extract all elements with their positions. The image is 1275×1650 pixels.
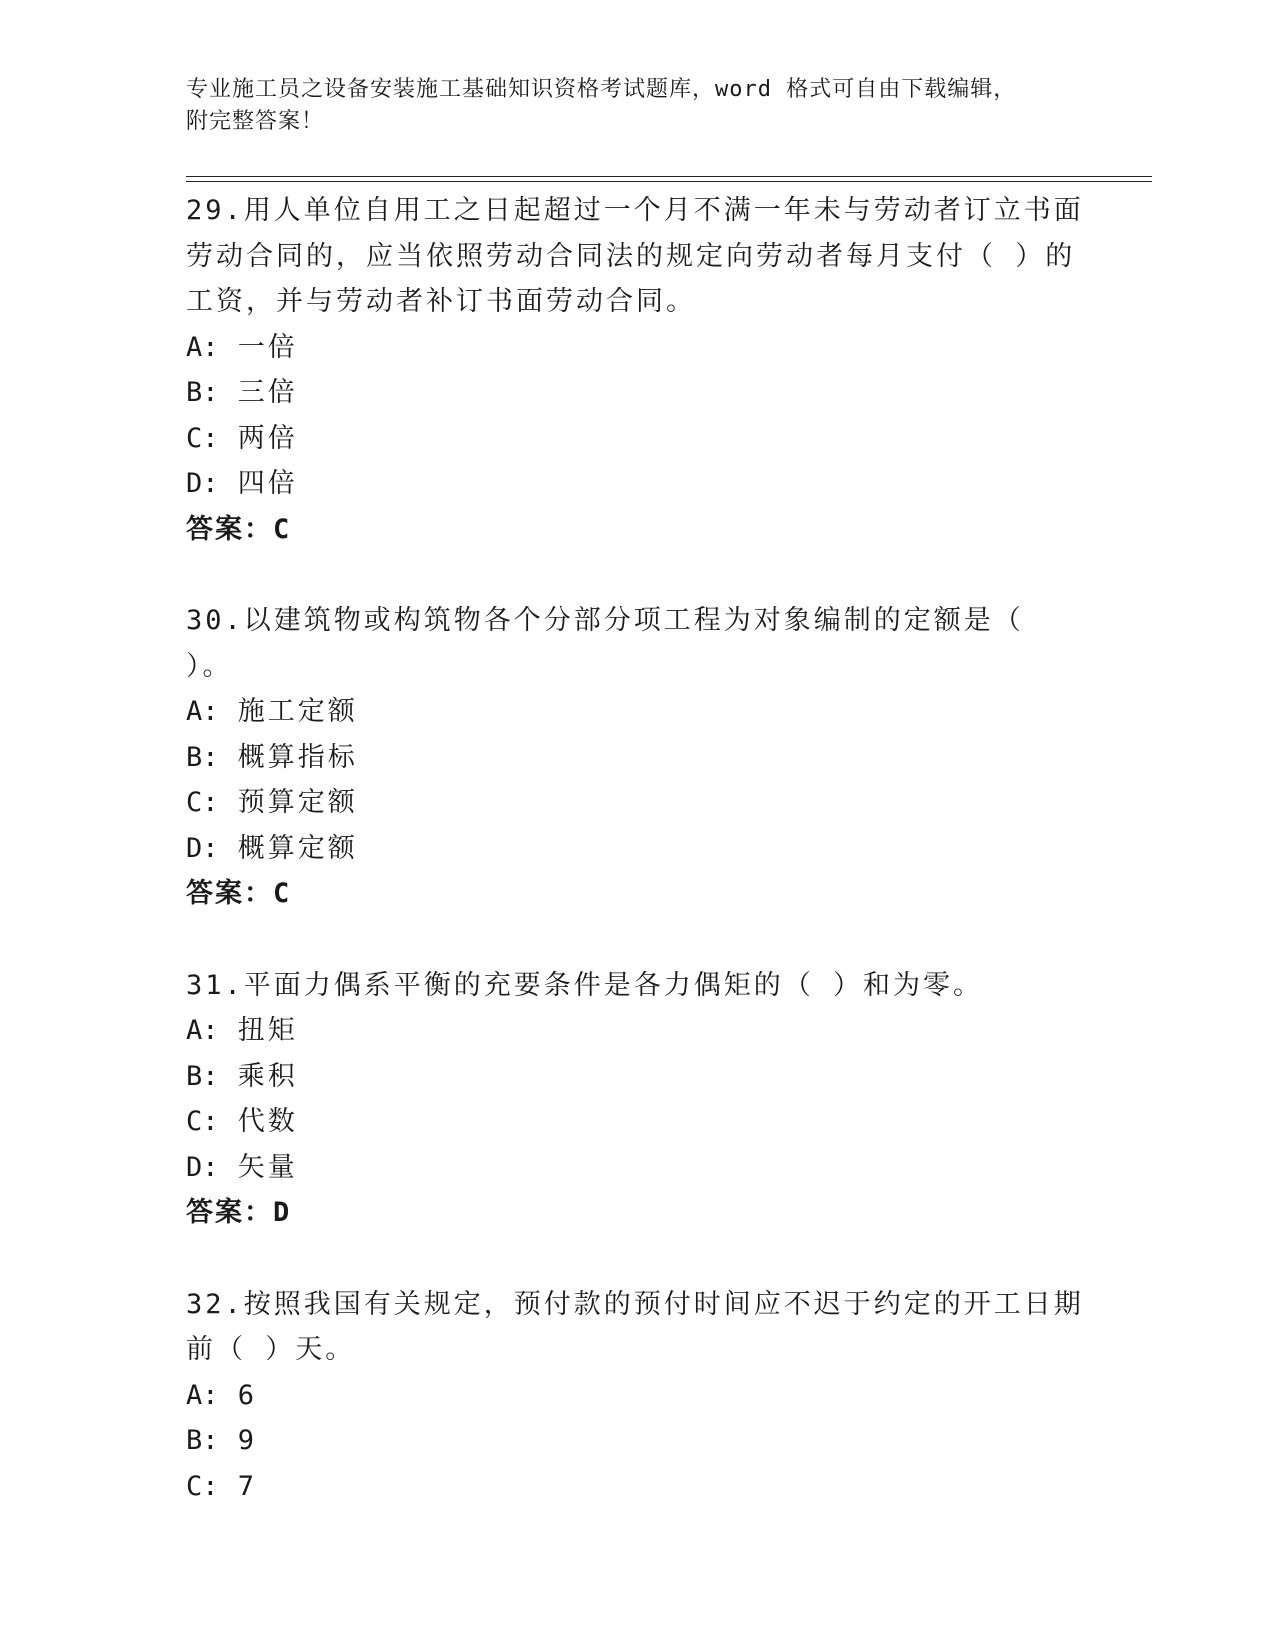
- option-letter: C:: [186, 1106, 219, 1137]
- option-b: [186, 735, 1086, 781]
- option-letter: B:: [186, 1425, 219, 1456]
- option-text: 概算定额: [237, 832, 358, 864]
- question-30: [186, 598, 1086, 917]
- question-text: 32.按照我国有关规定，预付款的预付时间应不迟于约定的开工日期前（ ）天。: [186, 1288, 1084, 1365]
- question-31: [186, 963, 1086, 1236]
- option-text: 四倍: [237, 468, 298, 499]
- option-text: 概算指标: [237, 741, 358, 773]
- option-c: [186, 780, 1086, 826]
- option-d: [186, 826, 1086, 872]
- option-letter: C:: [186, 787, 219, 818]
- answer-text: 答案：D: [186, 1197, 292, 1228]
- option-b: [186, 1418, 1086, 1464]
- header-line-2: 附完整答案！: [186, 109, 325, 134]
- option-letter: A:: [186, 1379, 219, 1411]
- question-32: [186, 1282, 1086, 1510]
- header-line-1: 专业施工员之设备安装施工基础知识资格考试题库，word 格式可自由下载编辑，: [186, 77, 1017, 102]
- option-letter: B:: [186, 741, 219, 773]
- option-c: [186, 1464, 1086, 1510]
- question-text: 29.用人单位自用工之日起超过一个月不满一年未与劳动者订立书面劳动合同的，应当依照劳动合同法的规定向劳动者每月支付（ ）的工资，并与劳动者补订书面劳动合同。: [186, 195, 1084, 317]
- option-text: 6: [237, 1379, 258, 1411]
- option-text: 7: [237, 1470, 258, 1502]
- option-text: 一倍: [237, 331, 298, 363]
- option-text: 预算定额: [237, 787, 358, 818]
- option-letter: B:: [186, 377, 219, 408]
- option-text: 三倍: [237, 377, 298, 408]
- header-divider-bottom: [186, 181, 1152, 182]
- option-a: [186, 325, 1086, 371]
- option-d: [186, 1145, 1086, 1191]
- answer-text: 答案：C: [186, 878, 292, 909]
- option-letter: B:: [186, 1060, 219, 1092]
- question-list: [186, 188, 1086, 1555]
- option-letter: A:: [186, 696, 219, 727]
- option-c: [186, 1099, 1086, 1145]
- option-letter: D:: [186, 832, 219, 864]
- question-text: 31.平面力偶系平衡的充要条件是各力偶矩的（ ）和为零。: [186, 969, 984, 1001]
- option-text: 扭矩: [237, 1015, 298, 1046]
- header-divider-top: [186, 176, 1152, 177]
- option-a: [186, 689, 1086, 735]
- option-text: 两倍: [237, 422, 298, 454]
- option-text: 矢量: [237, 1151, 298, 1183]
- option-b: [186, 1054, 1086, 1100]
- option-letter: C:: [186, 422, 219, 454]
- option-text: 施工定额: [237, 696, 358, 727]
- document-header: [186, 74, 1066, 138]
- question-29: [186, 188, 1086, 552]
- answer-text: 答案：C: [186, 513, 292, 545]
- option-text: 代数: [237, 1106, 298, 1137]
- option-a: [186, 1008, 1086, 1054]
- option-letter: D:: [186, 468, 219, 499]
- option-text: 9: [237, 1425, 258, 1456]
- option-d: [186, 461, 1086, 507]
- option-letter: A:: [186, 1015, 219, 1046]
- option-letter: D:: [186, 1151, 219, 1183]
- option-a: [186, 1373, 1086, 1419]
- option-c: [186, 416, 1086, 462]
- option-letter: C:: [186, 1470, 219, 1502]
- option-b: [186, 370, 1086, 416]
- question-text: 30.以建筑物或构筑物各个分部分项工程为对象编制的定额是（ ）。: [186, 605, 1024, 682]
- option-letter: A:: [186, 331, 219, 363]
- option-text: 乘积: [237, 1060, 298, 1092]
